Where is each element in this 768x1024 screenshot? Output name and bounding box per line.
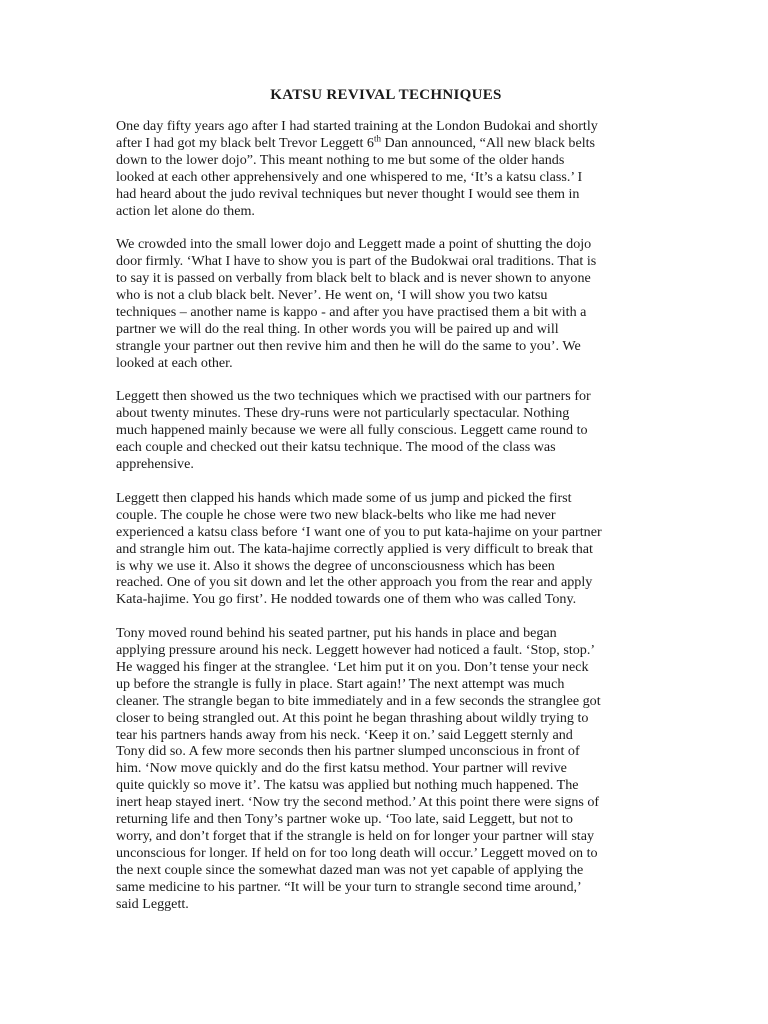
paragraph <box>116 490 656 608</box>
text-segment: Dan announced, “All new black belts <box>380 134 596 151</box>
text-line: unconscious for longer. If held on for too long death will occur.’ Leggett moved on to <box>116 844 598 861</box>
text-line: experienced a katsu class before ‘I want one of you to put kata-hajime on your partner <box>116 523 602 540</box>
text-segment: after I had got my black belt Trevor Leggett 6 <box>116 134 374 151</box>
text-line: each couple and checked out their katsu technique. The mood of the class was <box>116 439 556 456</box>
document-body <box>116 118 656 913</box>
ordinal-superscript: th <box>373 133 381 144</box>
text-line: quite quickly so move it’. The katsu was applied but nothing much happened. The <box>116 777 579 794</box>
text-line: to say it is passed on verbally from black belt to black and is never shown to anyone <box>116 270 591 287</box>
text-line: applying pressure around his neck. Leggett however had noticed a fault. ‘Stop, stop.’ <box>116 642 596 659</box>
text-line: One day fifty years ago after I had started training at the London Budokai and shortly <box>116 118 598 134</box>
text-line: Tony did so. A few more seconds then his partner slumped unconscious in front of <box>116 743 580 760</box>
text-line: much happened mainly because we were all fully conscious. Leggett came round to <box>116 422 588 439</box>
text-line: strangle your partner out then revive him and then he will do the same to you’. We <box>116 337 581 354</box>
paragraph <box>116 236 656 371</box>
text-line: worry, and don’t forget that if the strangle is held on for longer your partner will stay <box>116 828 595 844</box>
document-page <box>116 86 656 929</box>
text-line: up before the strangle is fully in place. Start again!’ The next attempt was much <box>116 675 565 692</box>
text-line: down to the lower dojo”. This meant nothing to me but some of the older hands <box>116 151 565 168</box>
text-line: is why we use it. Also it shows the degree of unconsciousness which has been <box>116 557 555 574</box>
text-line: Leggett then clapped his hands which made some of us jump and picked the first <box>116 489 572 506</box>
text-line: cleaner. The strangle began to bite immediately and in a few seconds the stranglee got <box>116 692 601 709</box>
text-line: said Leggett. <box>116 895 189 912</box>
text-line: techniques – another name is kappo - and after you have practised them a bit with a <box>116 303 587 320</box>
text-line <box>116 135 656 152</box>
text-line: partner we will do the real thing. In other words you will be paired up and will <box>116 320 559 337</box>
text-line: had heard about the judo revival techniques but never thought I would see them in <box>116 185 580 202</box>
text-line: We crowded into the small lower dojo and Leggett made a point of shutting the dojo <box>116 236 592 253</box>
text-line: He wagged his finger at the stranglee. ‘Let him put it on you. Don’t tense your neck <box>116 658 589 675</box>
text-line: apprehensive. <box>116 456 194 473</box>
text-line: tear his partners hands away from his neck. ‘Keep it on.’ said Leggett sternly and <box>116 726 573 743</box>
text-line: door firmly. ‘What I have to show you is part of the Budokwai oral traditions. That is <box>116 253 597 270</box>
text-line: same medicine to his partner. “It will be your turn to strangle second time around,’ <box>116 878 582 895</box>
text-line: reached. One of you sit down and let the other approach you from the rear and apply <box>116 574 593 591</box>
text-line: returning life and then Tony’s partner woke up. ‘Too late, said Leggett, but not to <box>116 811 573 828</box>
text-line: Kata-hajime. You go first’. He nodded towards one of them who was called Tony. <box>116 591 577 608</box>
paragraph <box>116 118 656 219</box>
text-line: couple. The couple he chose were two new black-belts who like me had never <box>116 506 556 523</box>
text-line: Tony moved round behind his seated partner, put his hands in place and began <box>116 625 557 642</box>
text-line: action let alone do them. <box>116 202 255 219</box>
text-line: inert heap stayed inert. ‘Now try the second method.’ At this point there were signs of <box>116 794 600 811</box>
text-line: looked at each other. <box>116 354 233 371</box>
text-line: the next couple since the somewhat dazed man was not yet capable of applying the <box>116 861 584 878</box>
text-line: him. ‘Now move quickly and do the first katsu method. Your partner will revive <box>116 760 567 777</box>
text-line: Leggett then showed us the two techniques which we practised with our partners for <box>116 388 591 405</box>
text-line: and strangle him out. The kata-hajime correctly applied is very difficult to break that <box>116 540 593 557</box>
text-line: closer to being strangled out. At this point he began thrashing about wildly trying to <box>116 709 589 726</box>
paragraph <box>116 388 656 473</box>
paragraph <box>116 625 656 912</box>
document-title: KATSU REVIVAL TECHNIQUES <box>270 87 502 103</box>
text-line: about twenty minutes. These dry-runs were not particularly spectacular. Nothing <box>116 405 570 422</box>
text-line: who is not a club black belt. Never’. He went on, ‘I will show you two katsu <box>116 287 548 304</box>
text-line: looked at each other apprehensively and one whispered to me, ‘It’s a katsu class.’ I <box>116 168 583 185</box>
